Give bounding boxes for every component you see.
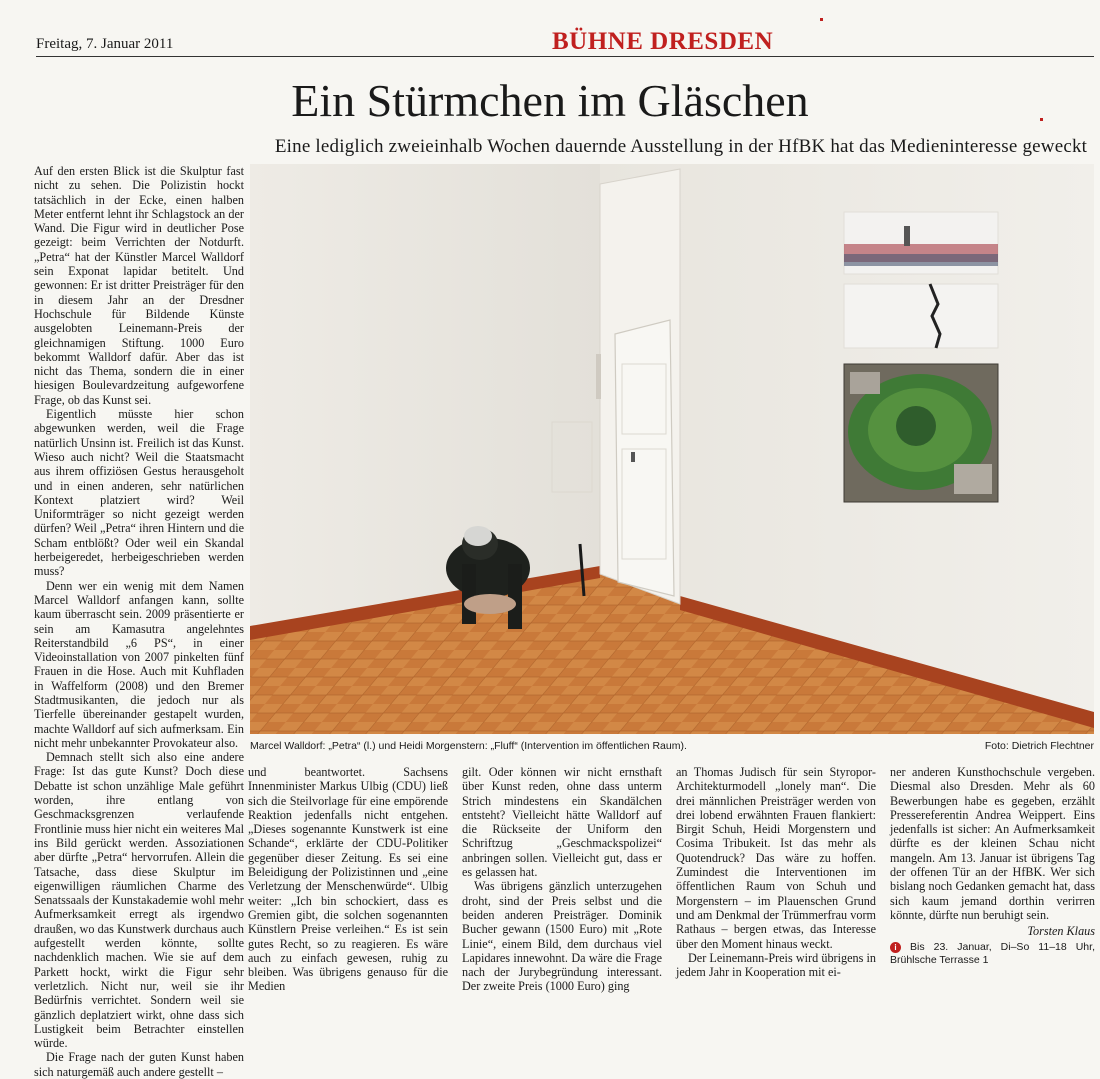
photo-caption: Marcel Walldorf: „Petra“ (l.) und Heidi Morgenstern: „Fluff“ (Intervention im öffentlichen Raum). <box>250 740 687 752</box>
subline: Eine lediglich zweieinhalb Wochen dauernde Ausstellung in der HfBK hat das Medieninteresse geweckt <box>274 136 1088 157</box>
paragraph: ner anderen Kunsthochschule vergeben. Diesmal also Dresden. Mehr als 60 Bewerbungen habe es gegeben, erzählt Pressereferentin Andrea Weippert. Eins jedenfalls ist sicher: An Aufmerksamkeit dürfte es der kleinen Schau nicht mangeln. Am 13. Januar ist übrigens Tag der offenen Tür an der HfBK. Wer sich bislang noch Gedanken gemacht hat, dass sich kaum jemand dorthin verirren könnte, dürfte nun beruhigt sein. <box>890 765 1095 922</box>
article-column-1 <box>34 164 244 1079</box>
paragraph: Der Leinemann-Preis wird übrigens in jedem Jahr in Kooperation mit ei- <box>676 950 876 980</box>
paragraph: Auf den ersten Blick ist die Skulptur fast nicht zu sehen. Die Polizistin hockt tatsächlich in der Ecke, einen halben Meter entfernt lehnt ihr Schlagstock an der Wand. Die Figur wird in deutlicher Pose gezeigt: beim Verrichten der Notdurft. „Petra“ hat der Künstler Marcel Walldorf sein Exponat lapidar betitelt. Und gewonnen: Er ist dritter Preisträger für den in diesem Jahr an der Dresdner Hochschule für Bildende Künste ausgelobten Leinemann-Preis der gleichnamigen Stiftung. 1000 Euro bekommt Walldorf dafür. Aber das ist nicht das Thema, sondern die in einer hiesigen Boulevardzeitung aufgeworfene Frage, ob das Kunst sei. <box>34 164 244 407</box>
paragraph: an Thomas Judisch für sein Styropor-Architekturmodell „lonely man“. Die drei männlichen Preisträger werden von drei lobend erwähnten Frauen flankiert: Birgit Schuh, Heidi Morgenstern und Cosima Tribukeit. Ist das mehr als Quotendruck? Das wäre zu hoffen. Zumindest die Interventionen im öffentlichen Raum von Schuh und Morgenstern – im Plauenschen Grund und am Denkmal der Trümmerfrau vorm Rathaus – bergen etwas, das Interesse über den Moment hinaus weckt. <box>676 765 876 951</box>
article-photo <box>250 164 1094 734</box>
paragraph: gilt. Oder können wir nicht ernsthaft über Kunst reden, ohne dass unterm Strich mindestens ein Skandälchen entsteht? Vielleicht hätte Walldorf auf die Rückseite der Uniform den Schriftzug „Geschmackspolizei“ anbringen sollen. Vielleicht gut, dass er es gelassen hat. <box>462 765 662 880</box>
article-column-5 <box>890 765 1095 967</box>
paragraph: und beantwortet. Sachsens Innenminister Markus Ulbig (CDU) ließ sich die Steilvorlage für eine empörende Reaktion jedenfalls nicht entgehen. „Dieses sogenannte Kunstwerk ist eine Schande“, erklärte der CDU-Politiker gegenüber dieser Zeitung. Es sei eine Beleidigung der Polizistinnen und „eine Verletzung der Menschenwürde“. Ulbig weiter: „Ich bin schockiert, dass es Gremien gibt, die solchen sogenannten Künstlern Preise verleihen.“ Es ist sein gutes Recht, so zu reagieren. Es wäre auch zu einfach gewesen, ruhig zu bleiben. Was übrigens genauso für die Medien <box>248 765 448 994</box>
article-column-3 <box>462 765 662 994</box>
exhibition-info-text: Bis 23. Januar, Di–So 11–18 Uhr, Brühlsche Terrasse 1 <box>890 940 1095 966</box>
paragraph: Eigentlich müsste hier schon abgewunken werden, weil die Frage natürlich Unsinn ist. Freilich ist das Kunst. Wieso auch nicht? Weil die Staatsmacht aus ihrem offiziösen Gestus herausgeholt und in einen anderen, sehr natürlichen Kontext platziert wird? Weil Uniformträger so nicht gezeigt werden dürfen? Weil „Petra“ ihren Hintern und die Scham entblößt? Oder weil ein Skandal herbeigeredet, herbeigeschrieben werden muss? <box>34 407 244 579</box>
paragraph: Die Frage nach der guten Kunst haben sich naturgemäß auch andere gestellt – <box>34 1050 244 1079</box>
article-column-2 <box>248 765 448 994</box>
headline: Ein Stürmchen im Gläschen <box>291 75 809 126</box>
author-byline: Torsten Klaus <box>1027 924 1095 939</box>
header-rule <box>36 56 1094 57</box>
paragraph: Demnach stellt sich also eine andere Frage: Ist das gute Kunst? Doch diese Debatte ist schon unzählige Male geführt worden, ihre entlang von Geschmacksgrenzen verlaufende Frontlinie muss hier nicht ein weiteres Mal ins Bild gerückt werden. Assoziationen aber dürfte „Petra“ hervorrufen. Allein die Tatsache, dass diese Skulptur im eigenwilligen räumlichen Charme des Senatssaals der Kunstakademie wohl mehr Aufmerksamkeit erregt als irgendwo draußen, wo das Kunstwerk durchaus auch aufgestellt werden könnte, sollte nachdenklich machen. Wie sie auf dem Parkett hockt, wirkt die Figur sehr verletzlich. Nicht nur, weil sie ihr Bedürfnis verrichtet. Sondern weil sie gänzlich deplatziert wirkt, ohne dass sich Lustigkeit beim Betrachter einstellen würde. <box>34 750 244 1051</box>
photo-credit: Foto: Dietrich Flechtner <box>984 740 1094 752</box>
issue-date: Freitag, 7. Januar 2011 <box>36 36 174 52</box>
wall-left <box>250 164 600 634</box>
exhibition-info <box>890 941 1095 967</box>
info-marker-icon: i <box>890 942 901 953</box>
article-column-4 <box>676 765 876 979</box>
paragraph: Denn wer ein wenig mit dem Namen Marcel Walldorf anfangen kann, sollte kaum überrascht sein. 2009 präsentierte er sein am Kamasutra angelehntes Reiterstandbild „6 PS“, in einer Videoinstallation von 2007 pinkelten fünf Frauen in die Hose. Auch mit Kuhfladen in Waffelform (2008) und den Bremer Stadtmusikanten, die jedoch nur als Tierfelle übereinander gestapelt wurden, machte Walldorf auf sich aufmerksam. Ein nicht mehr unbekannter Provokateur also. <box>34 578 244 750</box>
section-title: BÜHNE DRESDEN <box>544 28 781 56</box>
paragraph: Was übrigens gänzlich unterzugehen droht, sind der Preis selbst und die beiden anderen Preisträger. Dominik Bucher gewann (1500 Euro) mit „Rote Linie“, einem Bild, dem durchaus viel Lapidares innewohnt. Da wäre die Frage nach der Jurybegründung interessant. Der zweite Preis (1000 Euro) ging <box>462 879 662 994</box>
door <box>615 320 674 596</box>
print-mark <box>820 18 823 21</box>
